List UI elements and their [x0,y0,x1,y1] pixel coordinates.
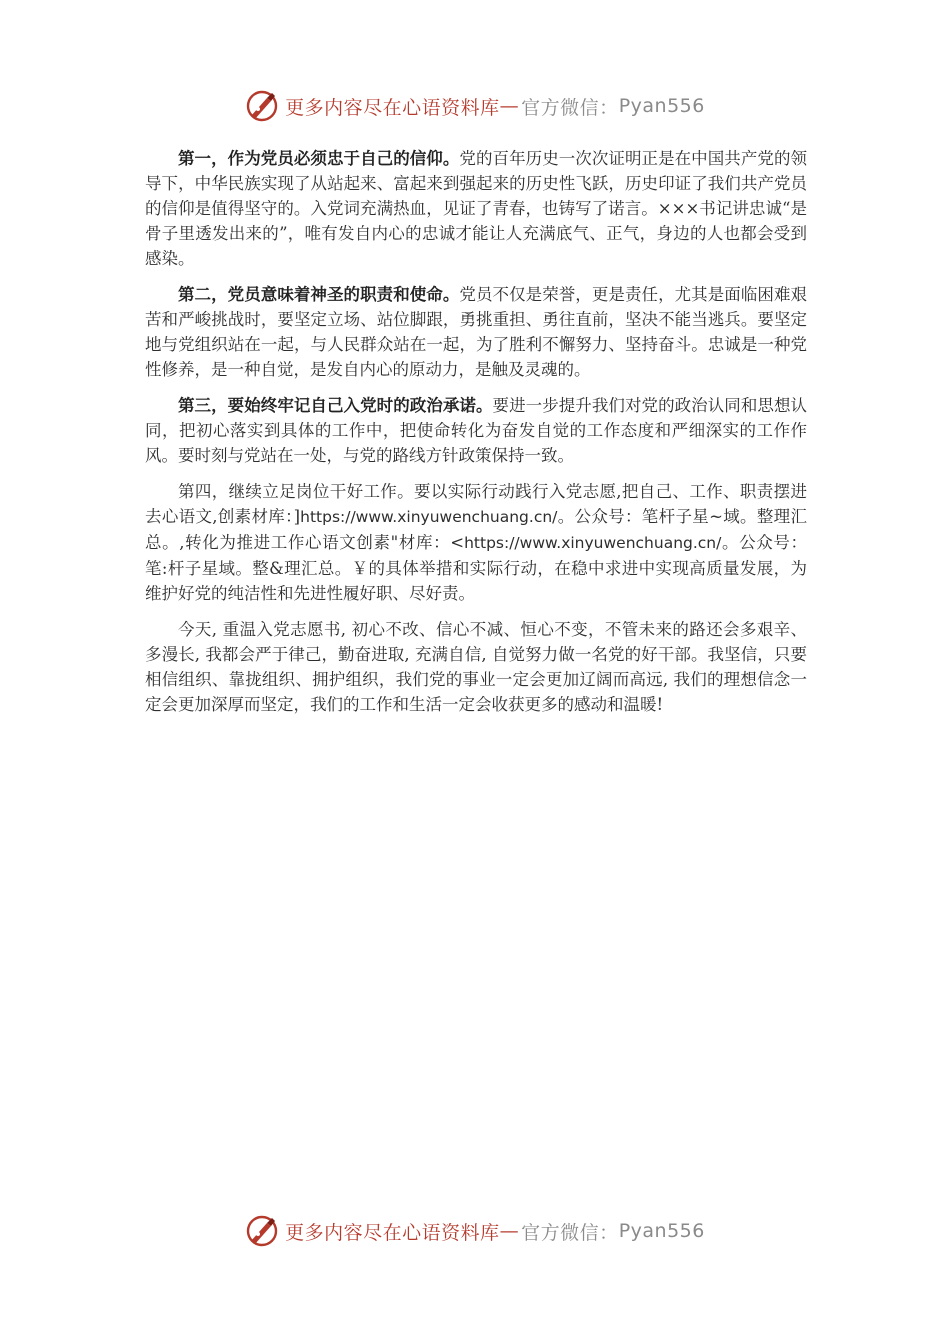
paragraph-5-text: 今天, 重温入党志愿书, 初心不改、信心不减、恒心不变，不管未来的路还会多艰辛、多漫长, 我都会严于律己，勤奋进取, 充满自信, 自觉努力做一名党的好干部。我坚信，只要相信组织、靠拢组织、拥护组织，我们党的事业一定会更加辽阔而高远, 我们的理想信念一定会更加深厚而坚定，我们的工作和生活一定会收获更多的感动和温暖! [145,620,807,714]
paragraph-4-part-a: 第四，继续立足岗位干好工作。要以实际行动践行入党志愿,把自己、工作、职责摆进去心语文,创素材库：] [145,482,807,526]
footer-banner-main-text: 更多内容尽在心语资料库 [285,1221,500,1244]
paragraph-4-part-b: 。公众号：笔杆子星~域。整理汇总。,转化为推进工作心语文创素"材库：< [145,507,807,552]
paragraph-5 [145,617,807,717]
paragraph-1 [145,146,807,271]
paragraph-3-lead: 第三，要始终牢记自己入党时的政治承诺。 [178,396,493,415]
paragraph-2 [145,282,807,382]
footer-banner-wechat-label: 官方微信： [521,1221,619,1244]
paragraph-4-part-c: 。公众号：笔:杆子星域。整&理汇总。￥的具体举措和实际行动，在稳中求进中实现高质量发展，为维护好党的纯洁性和先进性履好职、尽好责。 [145,533,807,603]
paragraph-4 [145,479,807,606]
footer-banner-dash: — [499,1220,520,1242]
pen-logo-icon [245,1214,279,1248]
paragraph-3-text: 要进一步提升我们对党的政治认同和思想认同，把初心落实到具体的工作中，把使命转化为奋发自觉的工作态度和严细深实的工作作风。要时刻与党站在一处，与党的路线方针政策保持一致。 [145,396,808,465]
paragraph-1-lead: 第一，作为党员必须忠于自己的信仰。 [178,149,460,168]
footer-banner [0,1211,950,1251]
document-body [145,146,807,728]
paragraph-4-link-2: https://www.xinyuwenchuang.cn/ [464,534,722,552]
footer-banner-wechat-id: Pyan556 [618,1220,705,1242]
banner-wechat-label: 官方微信： [521,96,619,119]
paragraph-2-lead: 第二，党员意味着神圣的职责和使命。 [178,285,460,304]
paragraph-3 [145,393,807,468]
banner-dash: — [499,95,520,117]
banner-main-text: 更多内容尽在心语资料库 [285,96,500,119]
pen-logo-icon [245,89,279,123]
paragraph-1-text: 党的百年历史一次次证明正是在中国共产党的领导下，中华民族实现了从站起来、富起来到强起来的历史性飞跃，历史印证了我们共产党员的信仰是值得坚守的。入党词充满热血，见证了青春，也铸写了诺言。×××书记讲忠诚“是骨子里透发出来的”，唯有发自内心的忠诚才能让人充满底气、正气，身边的人也都会受到感染。 [145,149,808,268]
paragraph-2-text: 党员不仅是荣誉，更是责任，尤其是面临困难艰苦和严峻挑战时，要坚定立场、站位脚跟，勇挑重担、勇往直前，坚决不能当逃兵。要坚定地与党组织站在一起，与人民群众站在一起，为了胜利不懈努力、坚持奋斗。忠诚是一种党性修养，是一种自觉，是发自内心的原动力，是触及灵魂的。 [145,285,808,379]
banner-wechat-id: Pyan556 [618,95,705,117]
header-banner [0,86,950,126]
paragraph-4-link-1: https://www.xinyuwenchuang.cn/ [300,508,558,526]
